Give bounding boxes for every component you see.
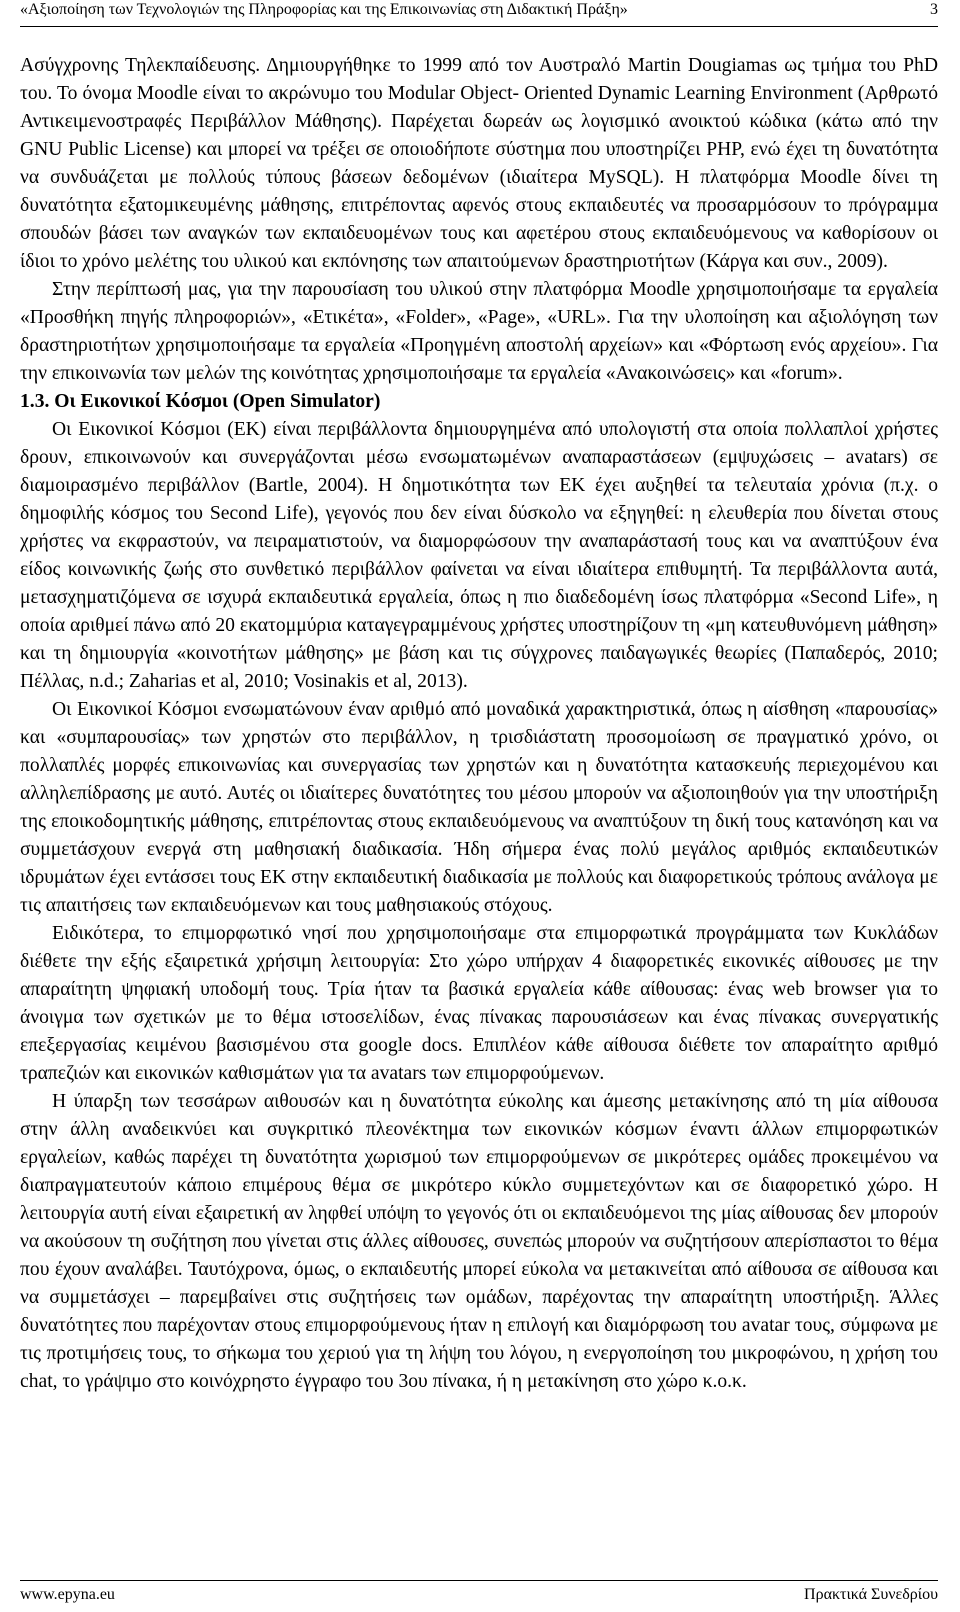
paragraph: Ειδικότερα, το επιμορφωτικό νησί που χρησιμοποιήσαμε στα επιμορφωτικά προγράμματα των Κυκλάδων διέθετε την εξής εξαιρετικά χρήσιμη λειτουργία: Στο χώρο υπήρχαν 4 διαφορετικές εικονικές αίθουσες με την απαραίτητη ψηφιακή υποδομή τους. Τρία ήταν τα βασικά εργαλεία κάθε αίθουσας: ένας web browser για το άνοιγμα των σχετικών με το θέμα ιστοσελίδων, ένας πίνακας παρουσιάσεων και ένας πίνακας συνεργατικής επεξεργασίας κειμένου βασισμένου στα google docs. Επιπλέον κάθε αίθουσα διέθετε τον απαραίτητο αριθμό τραπεζιών και εικονικών καθισμάτων για τα avatars των επιμορφούμενων.	[20, 923, 938, 1084]
page-footer	[20, 1580, 938, 1607]
body-text	[20, 52, 938, 1396]
page-number: 3	[930, 1, 938, 18]
page-header	[20, 0, 938, 27]
paragraph: Οι Εικονικοί Κόσμοι (ΕΚ) είναι περιβάλλοντα δημιουργημένα από υπολογιστή στα οποία πολλαπλοί χρήστες δρουν, επικοινωνούν και συνεργάζονται μέσω ενσωματωμένων αναπαραστάσεων (εμψυχώσεις – avatars) σε διαμοιρασμένο περιβάλλον (Bartle, 2004). Η δημοτικότητα των ΕΚ έχει αυξηθεί τα τελευταία χρόνια (π.χ. ο δημοφιλής κόσμος του Second Life), γεγονός που δεν είναι δύσκολο να εξηγηθεί: η ελευθερία που δίνεται στους χρήστες να εκφραστούν, να πειραματιστούν, να διαμορφώσουν την αναπαράστασή τους και να αναπτύξουν ένα είδος κοινωνικής ζωής στο συνθετικό περιβάλλον φαίνεται να είναι ιδιαίτερα επιθυμητή. Τα περιβάλλοντα αυτά, μετασχηματιζόμενα σε ισχυρά εκπαιδευτικά εργαλεία, όπως η πιο διαδεδομένη ίσως πλατφόρμα «Second Life», η οποία αριθμεί πάνω από 20 εκατομμύρια καταγεγραμμένους χρήστες υποστηρίζουν τη «μη κατευθυνόμενη μάθηση» και τη δημιουργία «κοινοτήτων μάθησης» με βάση και τις σύγχρονες παιδαγωγικές θεωρίες (Παπαδερός, 2010; Πέλλας, n.d.; Zaharias et al, 2010; Vosinakis et al, 2013).	[20, 419, 938, 692]
section-heading: 1.3. Οι Εικονικοί Κόσμοι (Open Simulator)	[20, 391, 381, 412]
paragraph: Η ύπαρξη των τεσσάρων αιθουσών και η δυνατότητα εύκολης και άμεσης μετακίνησης από τη μία αίθουσα στην άλλη αναδεικνύει και συγκριτικό πλεονέκτημα των εικονικών κόσμων έναντι άλλων επιμορφωτικών εργαλείων, καθώς παρέχει τη δυνατότητα χωρισμού των επιμορφούμενων σε μικρότερες ομάδες προκειμένου να διαπραγματευτούν κάποιο επιμέρους θέμα σε μικρότερο κύκλο συμμετεχόντων και σε διαφορετικό χώρο. Η λειτουργία αυτή είναι εξαιρετική αν ληφθεί υπόψη το γεγονός ότι οι εκπαιδευόμενοι της μίας αίθουσας δεν μπορούν να ακούσουν τη συζήτηση που γίνεται στις άλλες αίθουσες, συνεπώς μπορούν να συζητήσουν απερίσπαστοι το θέμα που έχουν αναλάβει. Ταυτόχρονα, όμως, ο εκπαιδευτής μπορεί εύκολα να μετακινείται από αίθουσα σε αίθουσα και να συμμετάσχει – παρεμβαίνει στις συζητήσεις των ομάδων, παρέχοντας την απαραίτητη υποστήριξη. Άλλες δυνατότητες που παρέχονταν στους επιμορφούμενους ήταν η επιλογή και διαμόρφωση του avatar τους, σύμφωνα με τις προτιμήσεις τους, το σήκωμα του χεριού για τη λήψη του λόγου, η ενεργοποίηση του μικροφώνου, η χρήση του chat, το γράψιμο στο κοινόχρηστο έγγραφο του 3ου πίνακα, ή η μετακίνηση στο χώρο κ.ο.κ.	[20, 1091, 938, 1392]
footer-website: www.epyna.eu	[20, 1586, 115, 1603]
header-title: «Αξιοποίηση των Τεχνολογιών της Πληροφορίας και της Επικοινωνίας στη Διδακτική Πράξη»	[20, 1, 628, 18]
paragraph: Στην περίπτωσή μας, για την παρουσίαση του υλικού στην πλατφόρμα Moodle χρησιμοποιήσαμε τα εργαλεία «Προσθήκη πηγής πληροφοριών», «Ετικέτα», «Folder», «Page», «URL». Για την υλοποίηση και αξιολόγηση των δραστηριοτήτων χρησιμοποιήσαμε τα εργαλεία «Προηγμένη αποστολή αρχείων» και «Φόρτωση ενός αρχείου». Για την επικοινωνία των μελών της κοινότητας χρησιμοποιήσαμε τα εργαλεία «Ανακοινώσεις» και «forum».	[20, 279, 938, 384]
paragraph: Ασύγχρονης Τηλεκπαίδευσης. Δημιουργήθηκε το 1999 από τον Αυστραλό Martin Dougiamas ως τμήμα του PhD του. Το όνομα Moodle είναι το ακρώνυμο του Modular Object- Oriented Dynamic Learning Environment (Αρθρωτό Αντικειμενοστραφές Περιβάλλον Μάθησης). Παρέχεται δωρεάν ως λογισμικό ανοικτού κώδικα (κάτω από την GNU Public License) και μπορεί να τρέξει σε οποιοδήποτε σύστημα που υποστηρίζει PHP, ενώ έχει τη δυνατότητα να συνδυάζεται με πολλούς τύπους βάσεων δεδομένων (ιδιαίτερα MySQL). Η πλατφόρμα Moodle δίνει τη δυνατότητα εξατομικευμένης μάθησης, επιτρέποντας αφενός στους εκπαιδευτές να προσαρμόσουν το πρόγραμμα σπουδών βάσει των αναγκών των εκπαιδευομένων τους και αφετέρου στους εκπαιδευόμενους να καθορίσουν οι ίδιοι το χρόνο μελέτης του υλικού και εκπόνησης των απαιτούμενων δραστηριοτήτων (Κάργα και συν., 2009).	[20, 55, 938, 272]
paragraph: Οι Εικονικοί Κόσμοι ενσωματώνουν έναν αριθμό από μοναδικά χαρακτηριστικά, όπως η αίσθηση «παρουσίας» και «συμπαρουσίας» των χρηστών στο περιβάλλον, η τρισδιάστατη προσομοίωση σε πραγματικό χρόνο, οι πολλαπλές μορφές επικοινωνίας και συνεργασίας των χρηστών και η δυνατότητα κατασκευής περιεχομένου και αλληλεπίδρασης με αυτό. Αυτές οι ιδιαίτερες δυνατότητες του μέσου μπορούν να αξιοποιηθούν για την υποστήριξη της εποικοδομητικής μάθησης, επιτρέποντας στους εκπαιδευόμενους να αναπτύξουν τη δική τους κατανόηση και να συμμετάσχουν ενεργά στη μαθησιακή διαδικασία. Ήδη σήμερα ένας πολύ μεγάλος αριθμός εκπαιδευτικών ιδρυμάτων έχει εντάσσει τους ΕΚ στην εκπαιδευτική διαδικασία με πολλούς και διαφορετικούς τρόπους ανάλογα με τις απαιτήσεις των εκπαιδευόμενων και τους μαθησιακούς στόχους.	[20, 699, 938, 916]
footer-proceedings: Πρακτικά Συνεδρίου	[804, 1586, 938, 1603]
